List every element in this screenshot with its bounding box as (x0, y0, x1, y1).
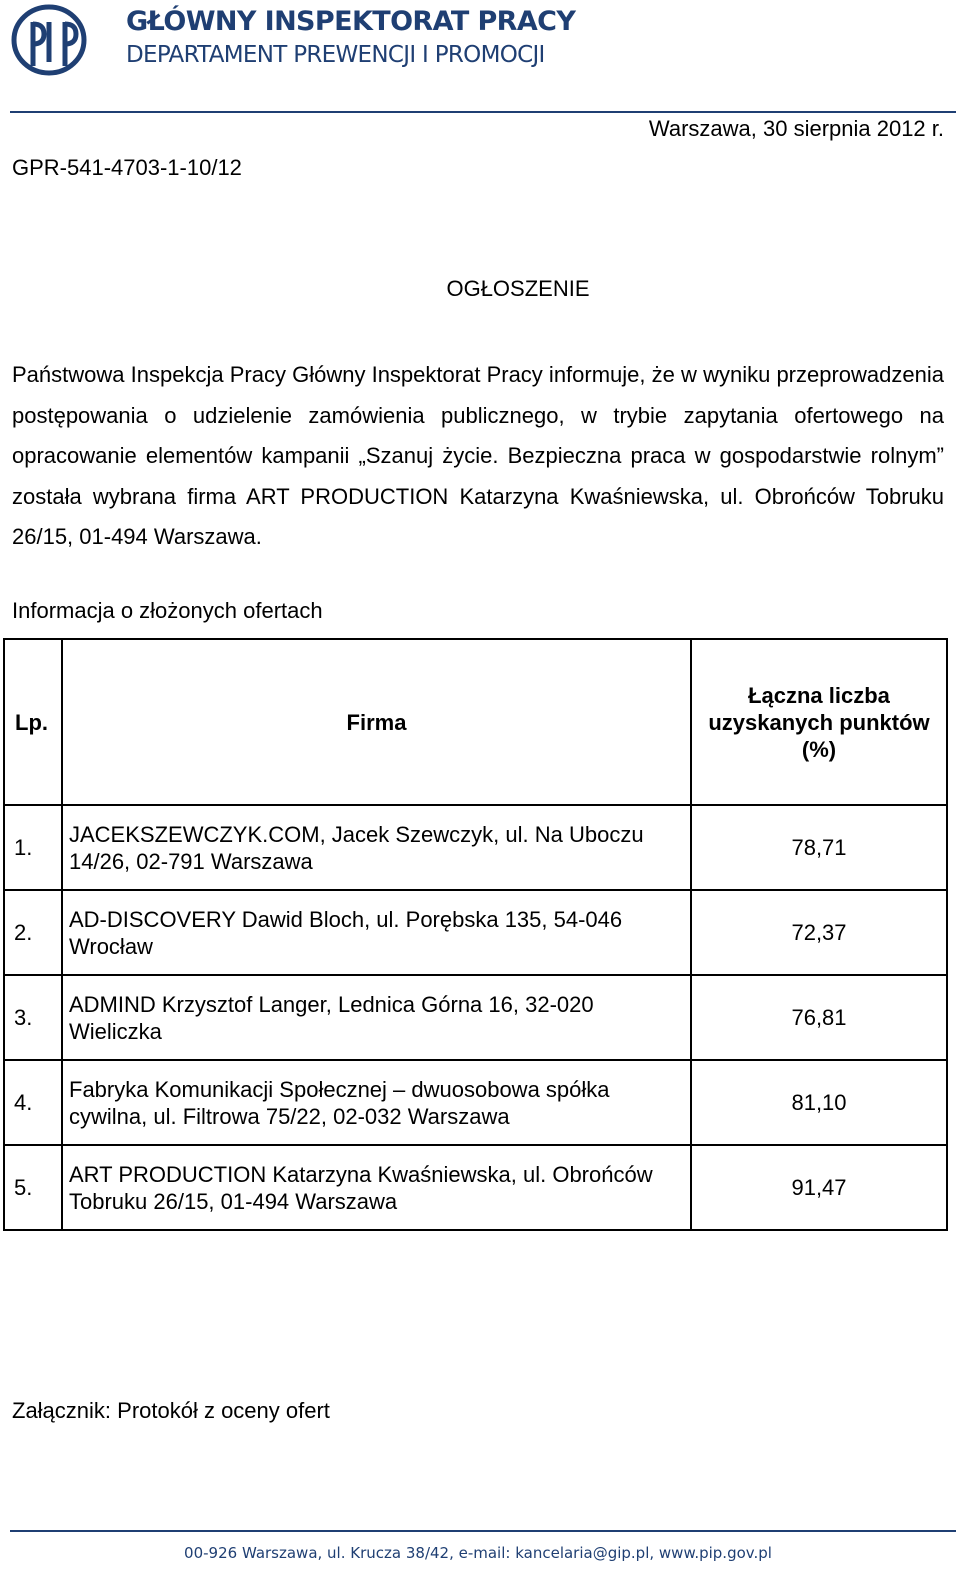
offers-table (3, 638, 948, 1231)
row-lp: 4. (4, 1060, 62, 1145)
row-points: 76,81 (691, 975, 947, 1060)
row-points: 81,10 (691, 1060, 947, 1145)
row-lp: 5. (4, 1145, 62, 1230)
row-lp: 3. (4, 975, 62, 1060)
row-firm: AD-DISCOVERY Dawid Bloch, ul. Porębska 135, 54-046 Wrocław (62, 890, 691, 975)
department-subtitle: DEPARTAMENT PREWENCJI I PROMOCJI (126, 42, 545, 68)
row-points: 91,47 (691, 1145, 947, 1230)
row-points: 72,37 (691, 890, 947, 975)
footer-divider (10, 1530, 956, 1532)
organization-title: GŁÓWNY INSPEKTORAT PRACY (126, 6, 576, 37)
announcement-paragraph: Państwowa Inspekcja Pracy Główny Inspektorat Pracy informuje, że w wyniku przeprowadzenia postępowania o udzielenie zamówienia publicznego, w trybie zapytania ofertowego na opracowanie elementów kampanii „Szanuj życie. Bezpieczna praca w gospodarstwie rolnym” została wybrana firma ART PRODUCTION Katarzyna Kwaśniewska, ul. Obrońców Tobruku 26/15, 01-494 Warszawa. (12, 362, 944, 549)
offers-heading: Informacja o złożonych ofertach (12, 598, 323, 623)
header-firm: Firma (62, 639, 691, 805)
row-firm: ADMIND Krzysztof Langer, Lednica Górna 16, 32-020 Wieliczka (62, 975, 691, 1060)
pip-logo-icon (10, 4, 88, 76)
header-points-line3: (%) (801, 736, 837, 762)
row-lp: 1. (4, 805, 62, 890)
reference-number: GPR-541-4703-1-10/12 (12, 155, 242, 180)
place-date: Warszawa, 30 sierpnia 2012 r. (648, 116, 944, 141)
header-lp: Lp. (4, 639, 62, 805)
attachment-note: Załącznik: Protokół z oceny ofert (12, 1398, 330, 1423)
row-points: 78,71 (691, 805, 947, 890)
table-row (4, 805, 947, 890)
row-firm: Fabryka Komunikacji Społecznej – dwuosobowa spółka cywilna, ul. Filtrowa 75/22, 02-032 Warszawa (62, 1060, 691, 1145)
table-header-row (4, 639, 947, 805)
table-row (4, 1145, 947, 1230)
header-divider (10, 111, 956, 113)
footer-contact: 00-926 Warszawa, ul. Krucza 38/42, e-mail: kancelaria@gip.pl, www.pip.gov.pl (184, 1544, 772, 1562)
header-points-line1: Łączna liczba (748, 682, 890, 708)
header-points-line2: uzyskanych punktów (708, 709, 930, 735)
row-firm: ART PRODUCTION Katarzyna Kwaśniewska, ul. Obrońców Tobruku 26/15, 01-494 Warszawa (62, 1145, 691, 1230)
row-lp: 2. (4, 890, 62, 975)
table-row (4, 975, 947, 1060)
header-points (691, 639, 947, 805)
row-firm: JACEKSZEWCZYK.COM, Jacek Szewczyk, ul. Na Uboczu 14/26, 02-791 Warszawa (62, 805, 691, 890)
table-row (4, 1060, 947, 1145)
table-row (4, 890, 947, 975)
document-title: OGŁOSZENIE (446, 276, 590, 301)
